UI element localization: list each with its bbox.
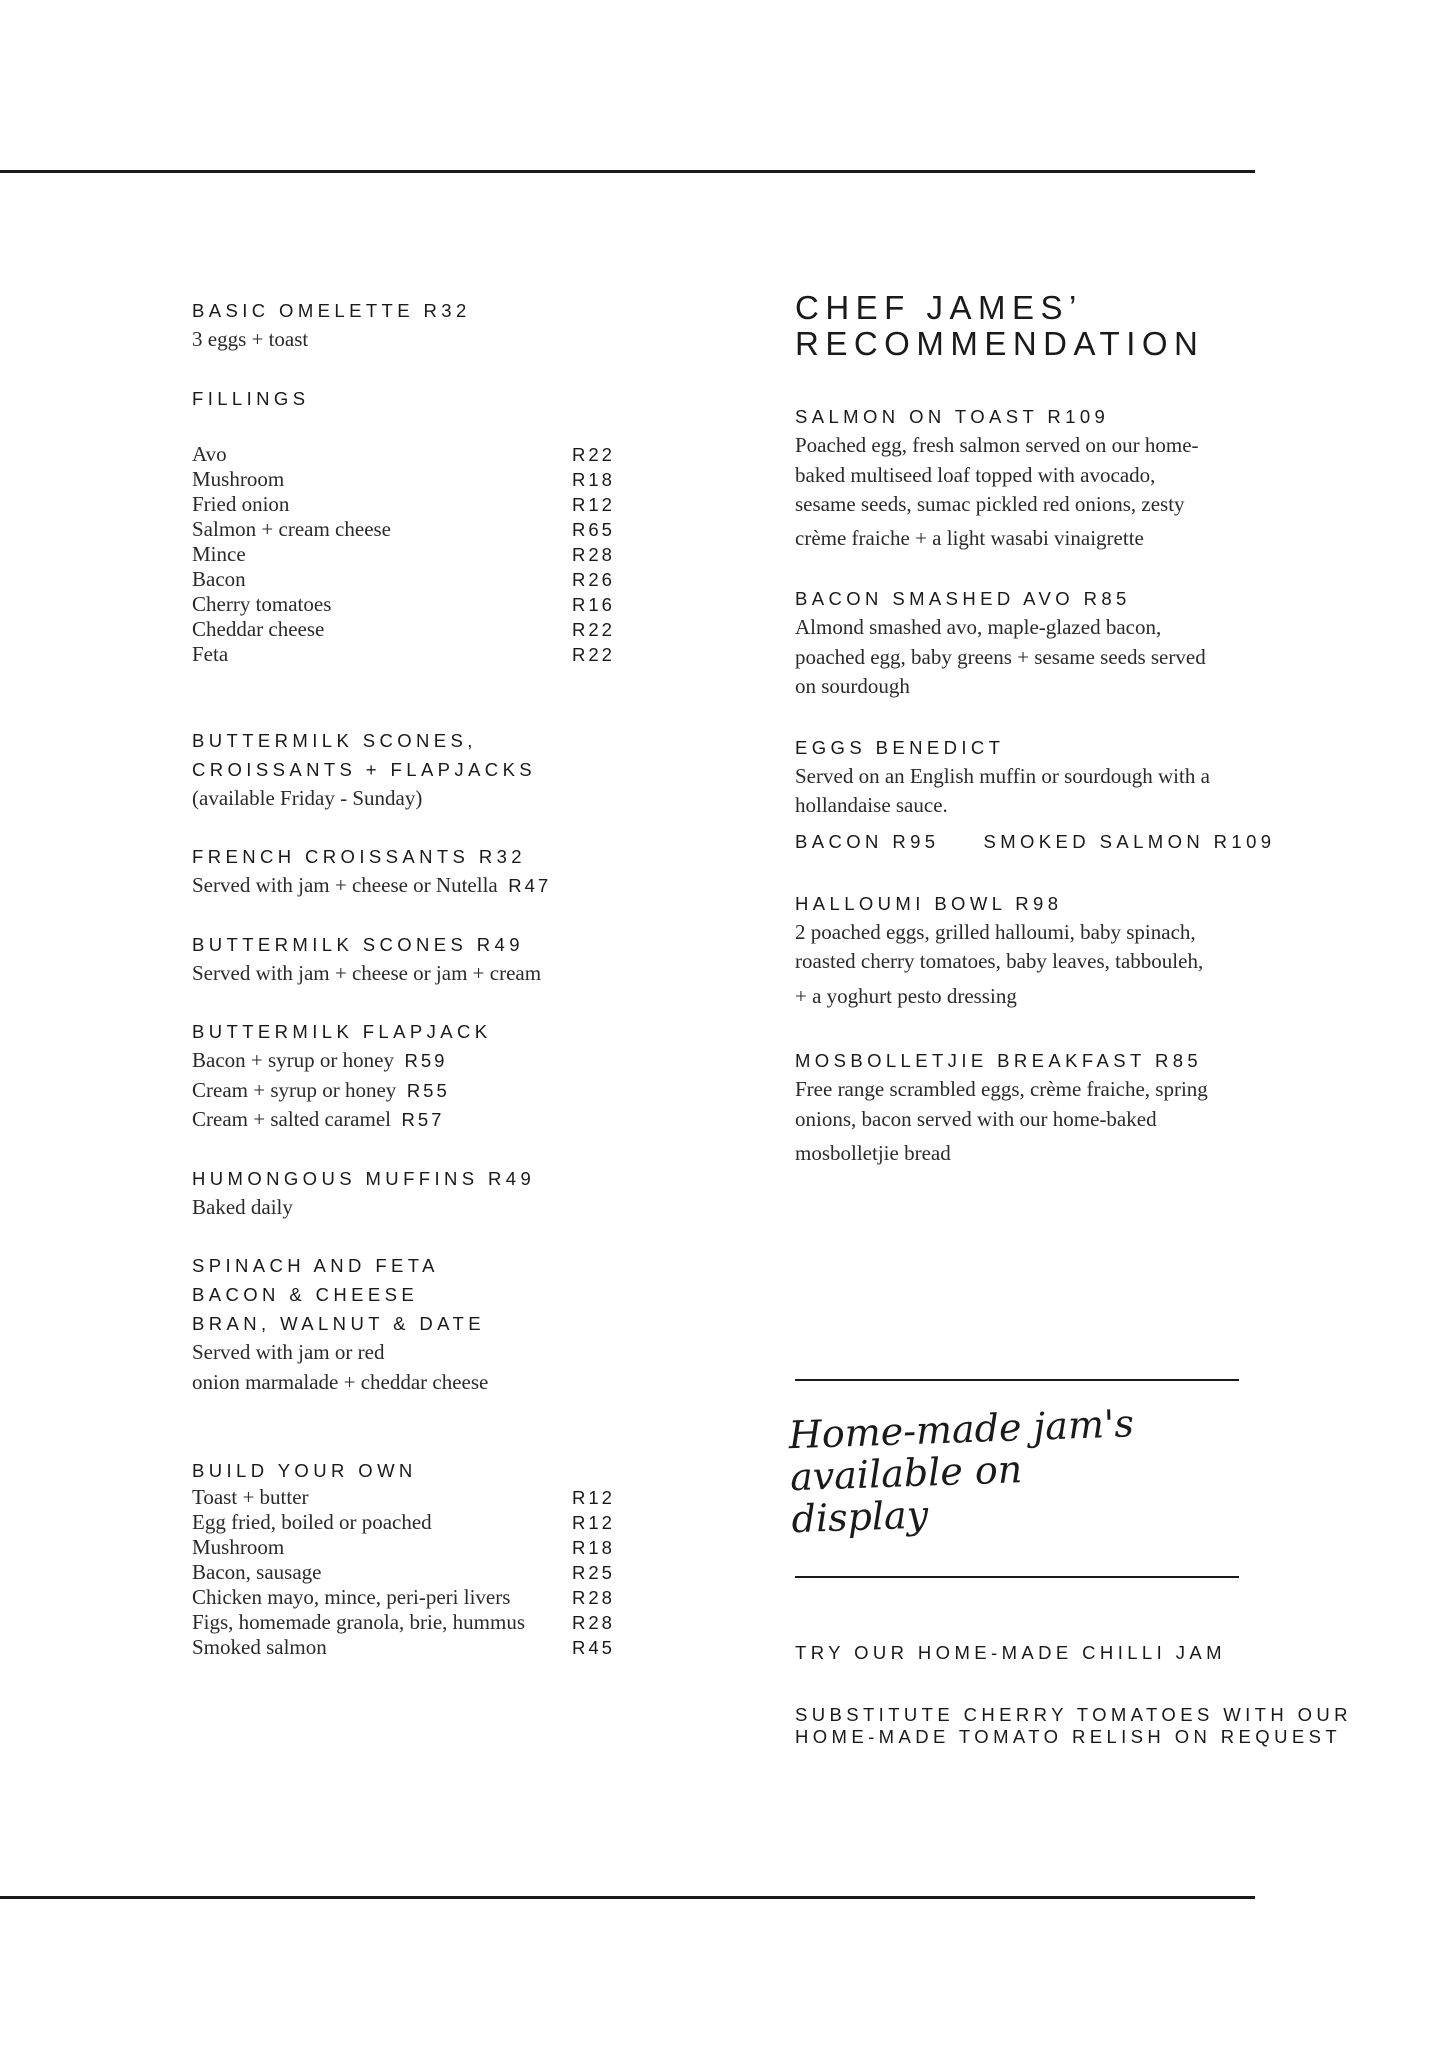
bacon-avo-desc-line: Almond smashed avo, maple-glazed bacon, xyxy=(795,615,1162,639)
muffins-title: HUMONGOUS MUFFINS R49 xyxy=(192,1167,536,1189)
salmon-desc-line: sesame seeds, sumac pickled red onions, zesty xyxy=(795,492,1185,516)
list-item: Avo R22 xyxy=(192,441,615,466)
halloumi-title: HALLOUMI BOWL R98 xyxy=(795,892,1063,914)
muffins-serve-line2: onion marmalade + cheddar cheese xyxy=(192,1369,489,1394)
list-item: Figs, homemade granola, brie, hummus R28 xyxy=(192,1610,615,1634)
list-item: Cheddar cheese R22 xyxy=(192,616,615,641)
list-item: Feta R22 xyxy=(192,641,615,666)
top-divider xyxy=(0,170,1255,173)
list-item: Chicken mayo, mince, peri-peri livers R28 xyxy=(192,1585,615,1609)
substitute-note-line1: SUBSTITUTE CHERRY TOMATOES WITH OUR xyxy=(795,1704,1352,1725)
muffin-flavour: BRAN, WALNUT & DATE xyxy=(192,1313,485,1334)
benedict-option-bacon: BACON R95 xyxy=(795,830,940,852)
jam-divider-bottom xyxy=(795,1576,1239,1578)
croissants-price: R47 xyxy=(508,875,552,896)
chilli-jam-note: TRY OUR HOME-MADE CHILLI JAM xyxy=(795,1642,1226,1663)
scones-title: BUTTERMILK SCONES R49 xyxy=(192,933,524,955)
build-list xyxy=(192,1485,622,1660)
flapjack-title: BUTTERMILK FLAPJACK xyxy=(192,1021,492,1042)
muffin-flavour: BACON & CHEESE xyxy=(192,1284,419,1305)
halloumi-desc-line: roasted cherry tomatoes, baby leaves, tabbouleh, xyxy=(795,949,1204,973)
mosbolletjie-title: MOSBOLLETJIE BREAKFAST R85 xyxy=(795,1050,1203,1071)
bacon-avo-desc-line: poached egg, baby greens + sesame seeds served xyxy=(795,644,1206,669)
salmon-title: SALMON ON TOAST R109 xyxy=(795,406,1110,427)
omelette-desc: 3 eggs + toast xyxy=(192,327,309,351)
benedict-title: EGGS BENEDICT xyxy=(795,736,1005,758)
list-item: Mushroom R18 xyxy=(192,466,615,491)
fillings-list xyxy=(192,442,622,667)
substitute-note-line2: HOME-MADE TOMATO RELISH ON REQUEST xyxy=(795,1726,1342,1747)
availability-note: (available Friday - Sunday) xyxy=(192,785,423,810)
mosbolletjie-desc-line: Free range scrambled eggs, crème fraiche, spring xyxy=(795,1077,1208,1101)
list-item: Cherry tomatoes R16 xyxy=(192,591,615,616)
bacon-avo-title: BACON SMASHED AVO R85 xyxy=(795,588,1131,609)
salmon-desc-line: Poached egg, fresh salmon served on our home- xyxy=(795,433,1199,457)
bottom-divider xyxy=(0,1896,1255,1899)
section-title: CHEF JAMES’ RECOMMENDATION xyxy=(795,289,1205,362)
list-item: Mince R28 xyxy=(192,541,615,566)
croissants-title: FRENCH CROISSANTS R32 xyxy=(192,846,526,867)
benedict-option-salmon: SMOKED SALMON R109 xyxy=(983,830,1276,852)
mosbolletjie-desc-line: onions, bacon served with our home-baked xyxy=(795,1106,1157,1131)
jam-divider-top xyxy=(795,1379,1239,1381)
muffins-desc: Baked daily xyxy=(192,1194,293,1219)
croissants-desc: Served with jam + cheese or Nutella R47 xyxy=(192,873,552,897)
benedict-desc-line: hollandaise sauce. xyxy=(795,793,948,817)
list-item: Mushroom R18 xyxy=(192,1535,615,1559)
jam-script-note: Home-made jam's available on display xyxy=(787,1401,1135,1542)
benedict-options xyxy=(795,827,1355,856)
left-column xyxy=(192,296,622,1660)
list-item: Bacon R26 xyxy=(192,566,615,591)
halloumi-desc-line: 2 poached eggs, grilled halloumi, baby spinach, xyxy=(795,919,1196,944)
list-item: Toast + butter R12 xyxy=(192,1485,615,1509)
list-item: Bacon, sausage R25 xyxy=(192,1560,615,1584)
build-title: BUILD YOUR OWN xyxy=(192,1460,417,1481)
list-item: Cream + salted caramel R57 xyxy=(192,1107,445,1131)
scones-desc: Served with jam + cheese or jam + cream xyxy=(192,960,542,985)
list-item: Egg fried, boiled or poached R12 xyxy=(192,1510,615,1534)
list-item: Fried onion R12 xyxy=(192,491,615,516)
list-item: Bacon + syrup or honey R59 xyxy=(192,1048,448,1072)
scones-header-line1: BUTTERMILK SCONES, xyxy=(192,729,477,751)
salmon-desc-line: baked multiseed loaf topped with avocado, xyxy=(795,462,1156,487)
right-column xyxy=(795,290,1355,1169)
bacon-avo-desc-line: on sourdough xyxy=(795,674,910,698)
list-item: Smoked salmon R45 xyxy=(192,1635,615,1659)
halloumi-desc-line: + a yoghurt pesto dressing xyxy=(795,983,1017,1008)
mosbolletjie-desc-line: mosbolletjie bread xyxy=(795,1141,951,1165)
benedict-desc-line: Served on an English muffin or sourdough with a xyxy=(795,763,1210,788)
salmon-desc-line: crème fraiche + a light wasabi vinaigrette xyxy=(795,525,1144,550)
omelette-title: BASIC OMELETTE R32 xyxy=(192,300,471,321)
muffin-flavour: SPINACH AND FETA xyxy=(192,1255,439,1276)
list-item: Cream + syrup or honey R55 xyxy=(192,1077,450,1102)
muffins-serve-line1: Served with jam or red xyxy=(192,1340,385,1364)
notes xyxy=(795,1642,1415,1748)
scones-header-line2: CROISSANTS + FLAPJACKS xyxy=(192,758,537,780)
list-item: Salmon + cream cheese R65 xyxy=(192,516,615,541)
fillings-title: FILLINGS xyxy=(192,387,310,409)
